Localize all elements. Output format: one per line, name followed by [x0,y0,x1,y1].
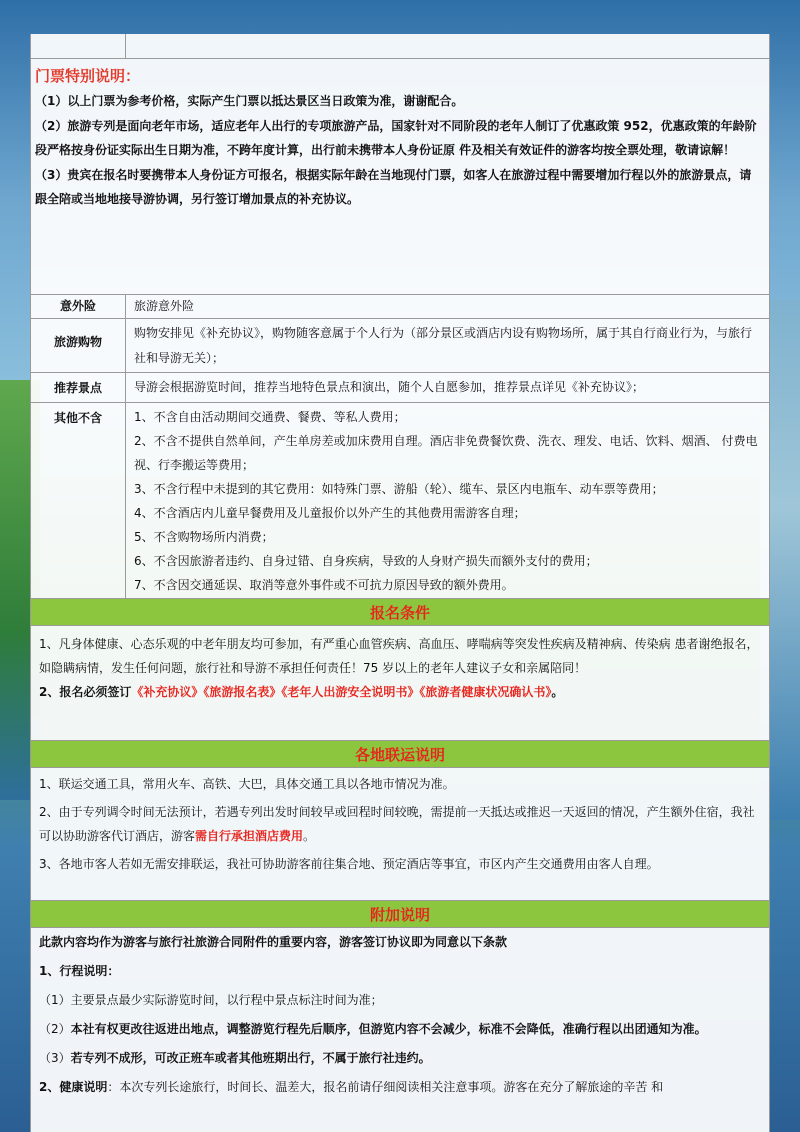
signup-item-2-prefix: 2、报名必须签订 [39,685,132,699]
list-item: 4、不含酒店内儿童早餐费用及儿童报价以外产生的其他费用需游客自理； [134,506,526,520]
health-note [39,1073,763,1102]
recommend-value: 导游会根据游览时间，推荐当地特色景点和演出，随个人自愿参加，推荐景点详见《补充协议》； [134,380,645,394]
itinerary-note-1: （1）主要景点最少实际游览时间，以行程中景点标注时间为准； [39,993,383,1007]
notice-item-2: （2）旅游专列是面向老年市场，适应老年人出行的专项旅游产品，国家针对不同阶段的老年人制订了优惠政策 952，优惠政策的年龄阶段严格按身份证实际出生日期为准，不跨年度计算，出行前未携带本人身份证原 件及相关有效证件的游客均按全票处理，敬请谅解！ [35,118,757,157]
notice-title: 门票特别说明： [35,67,141,85]
shopping-label: 旅游购物 [31,319,126,372]
row-label [31,34,126,58]
signup-item-1: 1、凡身体健康、心态乐观的中老年朋友均可参加，有严重心血管疾病、高血压、哮喘病等突发性疾病及精神病、传染病 患者谢绝报名，如隐瞒病情，发生任何问题，旅行社和导游不承担任何责任！75 岁以上的老年人建议子女和亲属陪同！ [39,637,759,675]
list-item: 6、不含因旅游者违约、自身过错、自身疾病，导致的人身财产损失而额外支付的费用； [134,554,598,568]
table-row-empty [31,34,769,59]
transport-notes [31,768,769,901]
transport-item-3: 3、各地市客人若如无需安排联运，我社可协助游客前往集合地、预定酒店等事宜，市区内产生交通费用由客人自理。 [39,857,659,871]
transport-item-2-prefix: 2、由于专列调令时间无法预计，若遇专列出发时间较早或回程时间较晚，需提前一天抵达或推迟一天返回的情况，产生额外住宿，我社可以协助游客代订酒店，游客 [39,805,755,843]
list-item: 2、不含不提供自然单间，产生单房差或加床费用自理。酒店非免费餐饮费、洗衣、理发、电话、饮料、烟酒、 付费电视、行李搬运等费用； [134,434,758,472]
signup-item-2 [39,680,763,704]
signup-header: 报名条件 [31,599,769,626]
list-item: 1、不含自由活动期间交通费、餐费、等私人费用； [134,410,406,424]
list-item: 3、不含行程中未提到的其它费用：如特殊门票、游船（轮）、缆车、景区内电瓶车、动车票等费用； [134,482,664,496]
health-note-title: 2、健康说明 [39,1080,108,1094]
additional-notes [31,928,769,1104]
shopping-value: 购物安排见《补充协议》，购物随客意属于个人行为（部分景区或酒店内设有购物场所，属于其自行商业行为，与旅行社和导游无关）； [134,326,753,365]
signup-required-docs: 《补充协议》《旅游报名表》《老年人出游安全说明书》《旅游者健康状况确认书》 [131,685,552,699]
insurance-value: 旅游意外险 [134,299,195,313]
itinerary-note-3-prefix: （3） [39,1051,71,1065]
table-row-recommend [31,373,769,403]
table-row-shopping [31,319,769,373]
row-content [126,34,769,58]
additional-intro: 此款内容均作为游客与旅行社旅游合同附件的重要内容，游客签订协议即为同意以下条款 [39,935,508,949]
itinerary-note-title: 1、行程说明： [39,964,120,978]
transport-item-1: 1、联运交通工具，常用火车、高铁、大巴，具体交通工具以各地市情况为准。 [39,777,455,791]
itinerary-sheet [30,34,770,1132]
itinerary-note-3-text: 若专列不成形，可改正班车或者其他班期出行，不属于旅行社违约。 [70,1051,431,1065]
list-item: 5、不含购物场所内消费； [134,530,274,544]
transport-item-2-suffix: 。 [303,829,316,843]
additional-header: 附加说明 [31,901,769,928]
notice-item-1: （1）以上门票为参考价格，实际产生门票以抵达景区当日政策为准，谢谢配合。 [35,94,464,108]
signup-item-2-suffix: 。 [551,685,564,699]
transport-header: 各地联运说明 [31,741,769,768]
excluded-list [126,403,769,598]
health-note-text: ：本次专列长途旅行，时间长、温差大，报名前请仔细阅读相关注意事项。游客在充分了解旅途的辛苦 和 [107,1080,664,1094]
transport-hotel-cost: 需自行承担酒店费用 [195,829,304,843]
notice-item-3: （3）贵宾在报名时要携带本人身份证方可报名，根据实际年龄在当地现付门票，如客人在旅游过程中需要增加行程以外的旅游景点，请跟全陪或当地地接导游协调，另行签订增加景点的补充协议。 [35,167,752,206]
itinerary-note-2-prefix: （2） [39,1022,71,1036]
table-row-insurance [31,295,769,319]
recommend-label: 推荐景点 [31,373,126,402]
list-item: 7、不含因交通延误、取消等意外事件或不可抗力原因导致的额外费用。 [134,578,514,592]
insurance-label: 意外险 [31,295,126,318]
ticket-notice [31,59,769,295]
itinerary-note-3 [39,1044,763,1073]
itinerary-note-2-text: 本社有权更改往返进出地点，调整游览行程先后顺序，但游览内容不会减少，标准不会降低，准确行程以出团通知为准。 [70,1022,707,1036]
signup-conditions [31,626,769,741]
table-row-excluded [31,403,769,599]
excluded-label: 其他不含 [31,403,126,598]
itinerary-note-2 [39,1015,763,1044]
transport-item-2 [39,800,763,848]
